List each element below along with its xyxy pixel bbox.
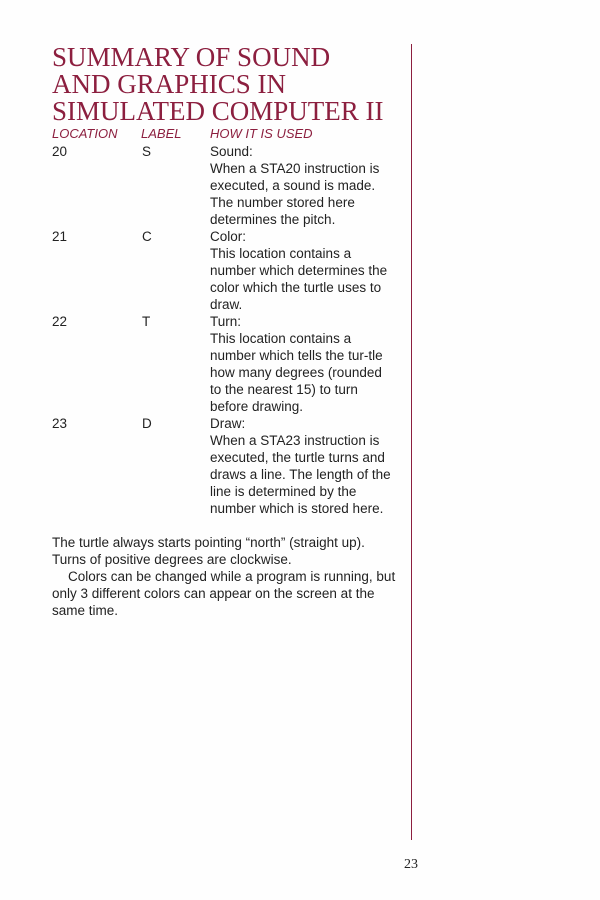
note-paragraph: Colors can be changed while a program is running, but only 3 different colors can appear on the screen at the same time. bbox=[52, 569, 396, 618]
memory-location-table bbox=[52, 143, 402, 517]
location-cell: 20 bbox=[52, 144, 68, 159]
usage-heading: Draw: bbox=[210, 416, 246, 431]
header-location: LOCATION bbox=[52, 126, 118, 141]
page-title bbox=[52, 44, 402, 125]
location-cell: 21 bbox=[52, 229, 68, 244]
usage-heading: Sound: bbox=[210, 144, 253, 159]
usage-heading: Color: bbox=[210, 229, 247, 244]
label-cell: T bbox=[142, 314, 151, 329]
label-cell: S bbox=[142, 144, 152, 159]
usage-description: This location contains a number which tells the tur-tle how many degrees (rounded to the nearest 15) to turn before drawing. bbox=[210, 331, 383, 414]
usage-cell bbox=[210, 313, 392, 415]
header-how-it-is-used: HOW IT IS USED bbox=[210, 126, 313, 141]
column-headers bbox=[52, 126, 402, 142]
title-line-3: SIMULATED COMPUTER II bbox=[52, 96, 384, 126]
location-cell: 23 bbox=[52, 416, 68, 431]
usage-cell bbox=[210, 143, 392, 228]
note-paragraph: The turtle always starts pointing “north” (straight up). Turns of positive degrees are clockwise. bbox=[52, 535, 365, 567]
margin-rule bbox=[411, 44, 412, 840]
usage-description: This location contains a number which determines the color which the turtle uses to draw. bbox=[210, 246, 388, 312]
title-line-1: SUMMARY OF SOUND bbox=[52, 42, 331, 72]
location-cell: 22 bbox=[52, 314, 68, 329]
usage-cell bbox=[210, 415, 392, 517]
title-line-2: AND GRAPHICS IN bbox=[52, 69, 287, 99]
usage-cell bbox=[210, 228, 392, 313]
notes bbox=[52, 534, 397, 619]
label-cell: D bbox=[142, 416, 152, 431]
table-row bbox=[52, 228, 402, 313]
usage-heading: Turn: bbox=[210, 314, 242, 329]
table-row bbox=[52, 143, 402, 228]
label-cell: C bbox=[142, 229, 152, 244]
table-row bbox=[52, 415, 402, 517]
usage-description: When a STA20 instruction is executed, a sound is made. The number stored here determines the pitch. bbox=[210, 161, 380, 227]
table-row bbox=[52, 313, 402, 415]
header-label: LABEL bbox=[141, 126, 182, 141]
page-number: 23 bbox=[404, 857, 418, 872]
usage-description: When a STA23 instruction is executed, the turtle turns and draws a line. The length of the line is determined by the number which is stored here. bbox=[210, 433, 391, 516]
